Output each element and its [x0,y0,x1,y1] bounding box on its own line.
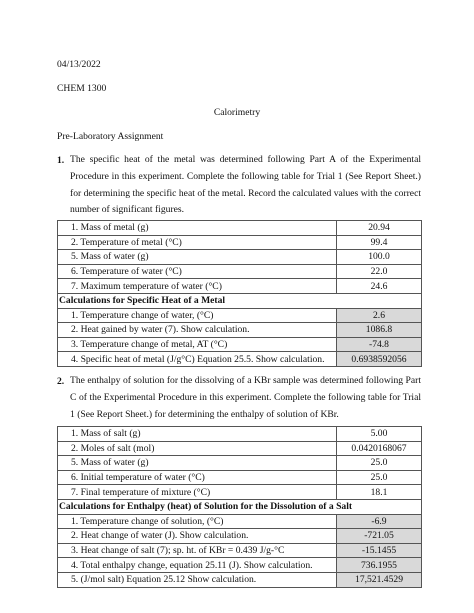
table-row [58,543,422,558]
row-value: 2.6 [337,308,422,323]
row-label: 4. Specific heat of metal (J/g°C) Equation 25.5. Show calculation. [58,352,337,367]
row-label: 5. Mass of water (g) [58,250,337,265]
table-row [58,529,422,544]
document-title: Calorimetry [213,107,261,118]
row-value: 1086.8 [337,323,422,338]
row-value: -721.05 [337,529,422,544]
row-label: 1. Mass of metal (g) [58,221,337,236]
question-1-table [57,220,422,367]
row-label: 2. Heat gained by water (7). Show calculation. [58,323,337,338]
row-value: -15.1455 [337,543,422,558]
table-row [58,427,422,442]
row-value: 5.00 [337,427,422,442]
table-row [58,558,422,573]
question-1-text: The specific heat of the metal was determined following Part A of the Experimental Procedure in this experiment. Complete the following table for Trial 1 (See Report Sheet.) for determining the specific heat of the metal. Record the calculated values with the correct number of significant figures. [70,154,421,216]
row-label: 3. Temperature change of metal, AT (°C) [58,337,337,352]
row-value: 0.0420168067 [337,441,422,456]
row-label: 3. Heat change of salt (7); sp. ht. of KBr = 0.439 J/g-°C [58,543,337,558]
table-row [58,221,422,236]
row-label: 1. Temperature change of water, (°C) [58,308,337,323]
row-value: 24.6 [337,279,422,294]
row-label: 2. Heat change of water (J). Show calculation. [58,529,337,544]
table-row [58,235,422,250]
table-row [58,337,422,352]
row-label: 2. Moles of salt (mol) [58,441,337,456]
row-label: 5. (J/mol salt) Equation 25.12 Show calculation. [58,572,337,587]
row-value: 18.1 [337,485,422,500]
table-row [58,308,422,323]
table-row [58,572,422,587]
row-value: 17,521.4529 [337,572,422,587]
table-section-header [58,499,422,514]
row-value: 736.1955 [337,558,422,573]
row-label: 6. Initial temperature of water (°C) [58,470,337,485]
question-2-table [57,426,422,588]
row-value: 25.0 [337,470,422,485]
row-value: 0.6938592056 [337,352,422,367]
row-label: 1. Mass of salt (g) [58,427,337,442]
table-row [58,250,422,265]
row-label: 1. Temperature change of solution, (°C) [58,514,337,529]
section-title: Calculations for Specific Heat of a Metal [58,293,422,308]
table-row [58,264,422,279]
row-label: 2. Temperature of metal (°C) [58,235,337,250]
table-section-header [58,293,422,308]
row-label: 7. Maximum temperature of water (°C) [58,279,337,294]
table-row [58,441,422,456]
question-2-number: 2. [57,376,65,387]
row-value: 25.0 [337,456,422,471]
table-row [58,470,422,485]
question-1-number: 1. [57,155,65,166]
question-2-text: The enthalpy of solution for the dissolving of a KBr sample was determined following Part C of the Experimental Procedure in this experiment. Complete the following table for Trial 1 (See Report Sheet.) for determining the enthalpy of solution of KBr. [70,375,421,420]
row-value: 20.94 [337,221,422,236]
row-value: 99.4 [337,235,422,250]
table-row [58,485,422,500]
row-label: 4. Total enthalpy change, equation 25.11 (J). Show calculation. [58,558,337,573]
row-value: 22.0 [337,264,422,279]
row-value: -6.9 [337,514,422,529]
assignment-heading: Pre-Laboratory Assignment [57,131,164,142]
row-label: 6. Temperature of water (°C) [58,264,337,279]
table-row [58,323,422,338]
row-label: 5. Mass of water (g) [58,456,337,471]
row-value: -74.8 [337,337,422,352]
row-value: 100.0 [337,250,422,265]
table-row [58,279,422,294]
row-label: 7. Final temperature of mixture (°C) [58,485,337,500]
table-row [58,352,422,367]
section-title: Calculations for Enthalpy (heat) of Solution for the Dissolution of a Salt [58,499,422,514]
table-row [58,456,422,471]
date: 04/13/2022 [57,59,101,70]
course-code: CHEM 1300 [57,83,107,94]
table-row [58,514,422,529]
